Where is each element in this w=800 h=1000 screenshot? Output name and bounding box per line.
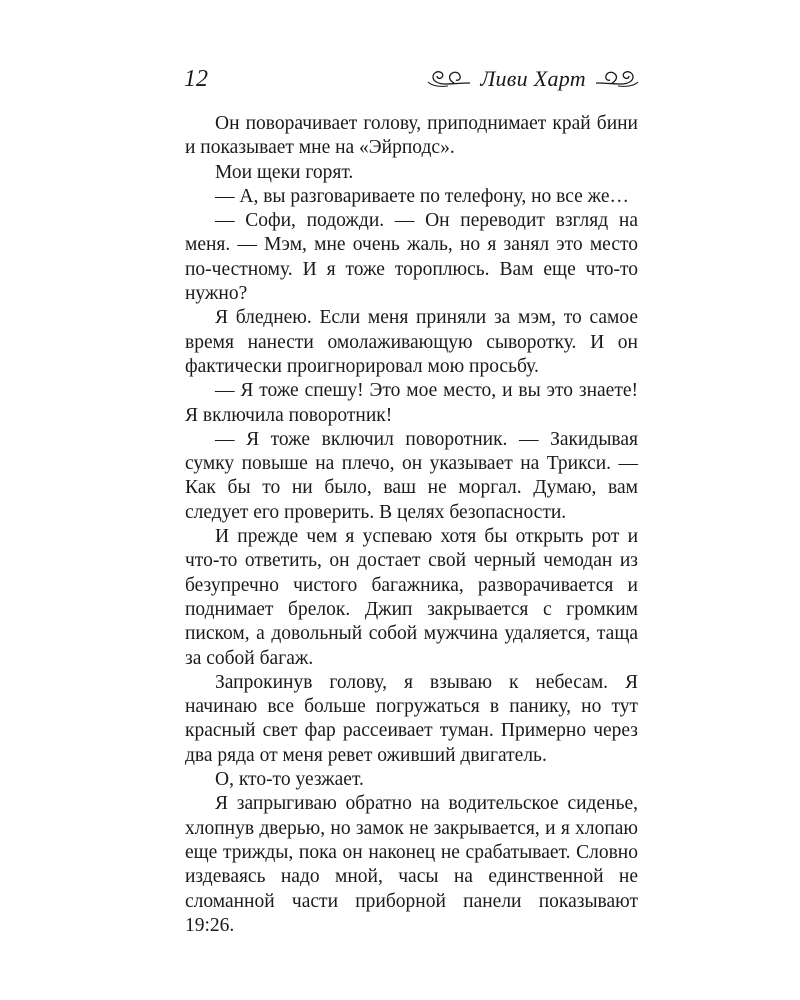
- running-head: [426, 64, 640, 94]
- author-name: Ливи Харт: [480, 66, 586, 91]
- body-text: [185, 112, 638, 938]
- paragraph: Мои щеки горят.: [215, 161, 354, 183]
- paragraph: Я запрыгиваю обратно на водительское сиденье, хлопнув дверью, но замок не закрывается, и я хлопаю еще трижды, пока он наконец не срабатывает. Словно издеваясь надо мной, часы на единственной не сломанной части приборной панели показывают 19:26.: [185, 793, 638, 936]
- paragraph: — А, вы разговариваете по телефону, но все же…: [215, 185, 630, 207]
- paragraph: И прежде чем я успеваю хотя бы открыть рот и что-то ответить, он достает свой черный чемодан из безупречно чистого багажника, разворачивается и поднимает брелок. Джип закрывается с громким писком, а довольный собой мужчина удаляется, таща за собой багаж.: [185, 526, 638, 669]
- paragraph: — Я тоже спешу! Это мое место, и вы это знаете! Я включила поворотник!: [185, 380, 638, 426]
- swirl-ornament-right-icon: [594, 68, 640, 90]
- swirl-ornament-left-icon: [426, 68, 472, 90]
- page-header: [184, 62, 640, 98]
- page-number: 12: [184, 66, 208, 92]
- paragraph: — Софи, подожди. — Он переводит взгляд на меня. — Мэм, мне очень жаль, но я занял это место по-честному. И я тоже тороплюсь. Вам еще что-то нужно?: [185, 210, 638, 305]
- paragraph: Я бледнею. Если меня приняли за мэм, то самое время нанести омолаживающую сыворотку. И он фактически проигнорировал мою просьбу.: [185, 307, 638, 377]
- paragraph: — Я тоже включил поворотник. — Закидывая сумку повыше на плечо, он указывает на Трикси. — Как бы то ни было, ваш не моргал. Думаю, вам следует его проверить. В целях безопасности.: [185, 428, 638, 523]
- paragraph: О, кто-то уезжает.: [215, 769, 364, 791]
- paragraph: Он поворачивает голову, приподнимает край бини и показывает мне на «Эйрподс».: [185, 113, 638, 159]
- paragraph: Запрокинув голову, я взываю к небесам. Я начинаю все больше погружаться в панику, но тут красный свет фар рассеивает туман. Примерно через два ряда от меня ревет оживший двигатель.: [185, 671, 638, 766]
